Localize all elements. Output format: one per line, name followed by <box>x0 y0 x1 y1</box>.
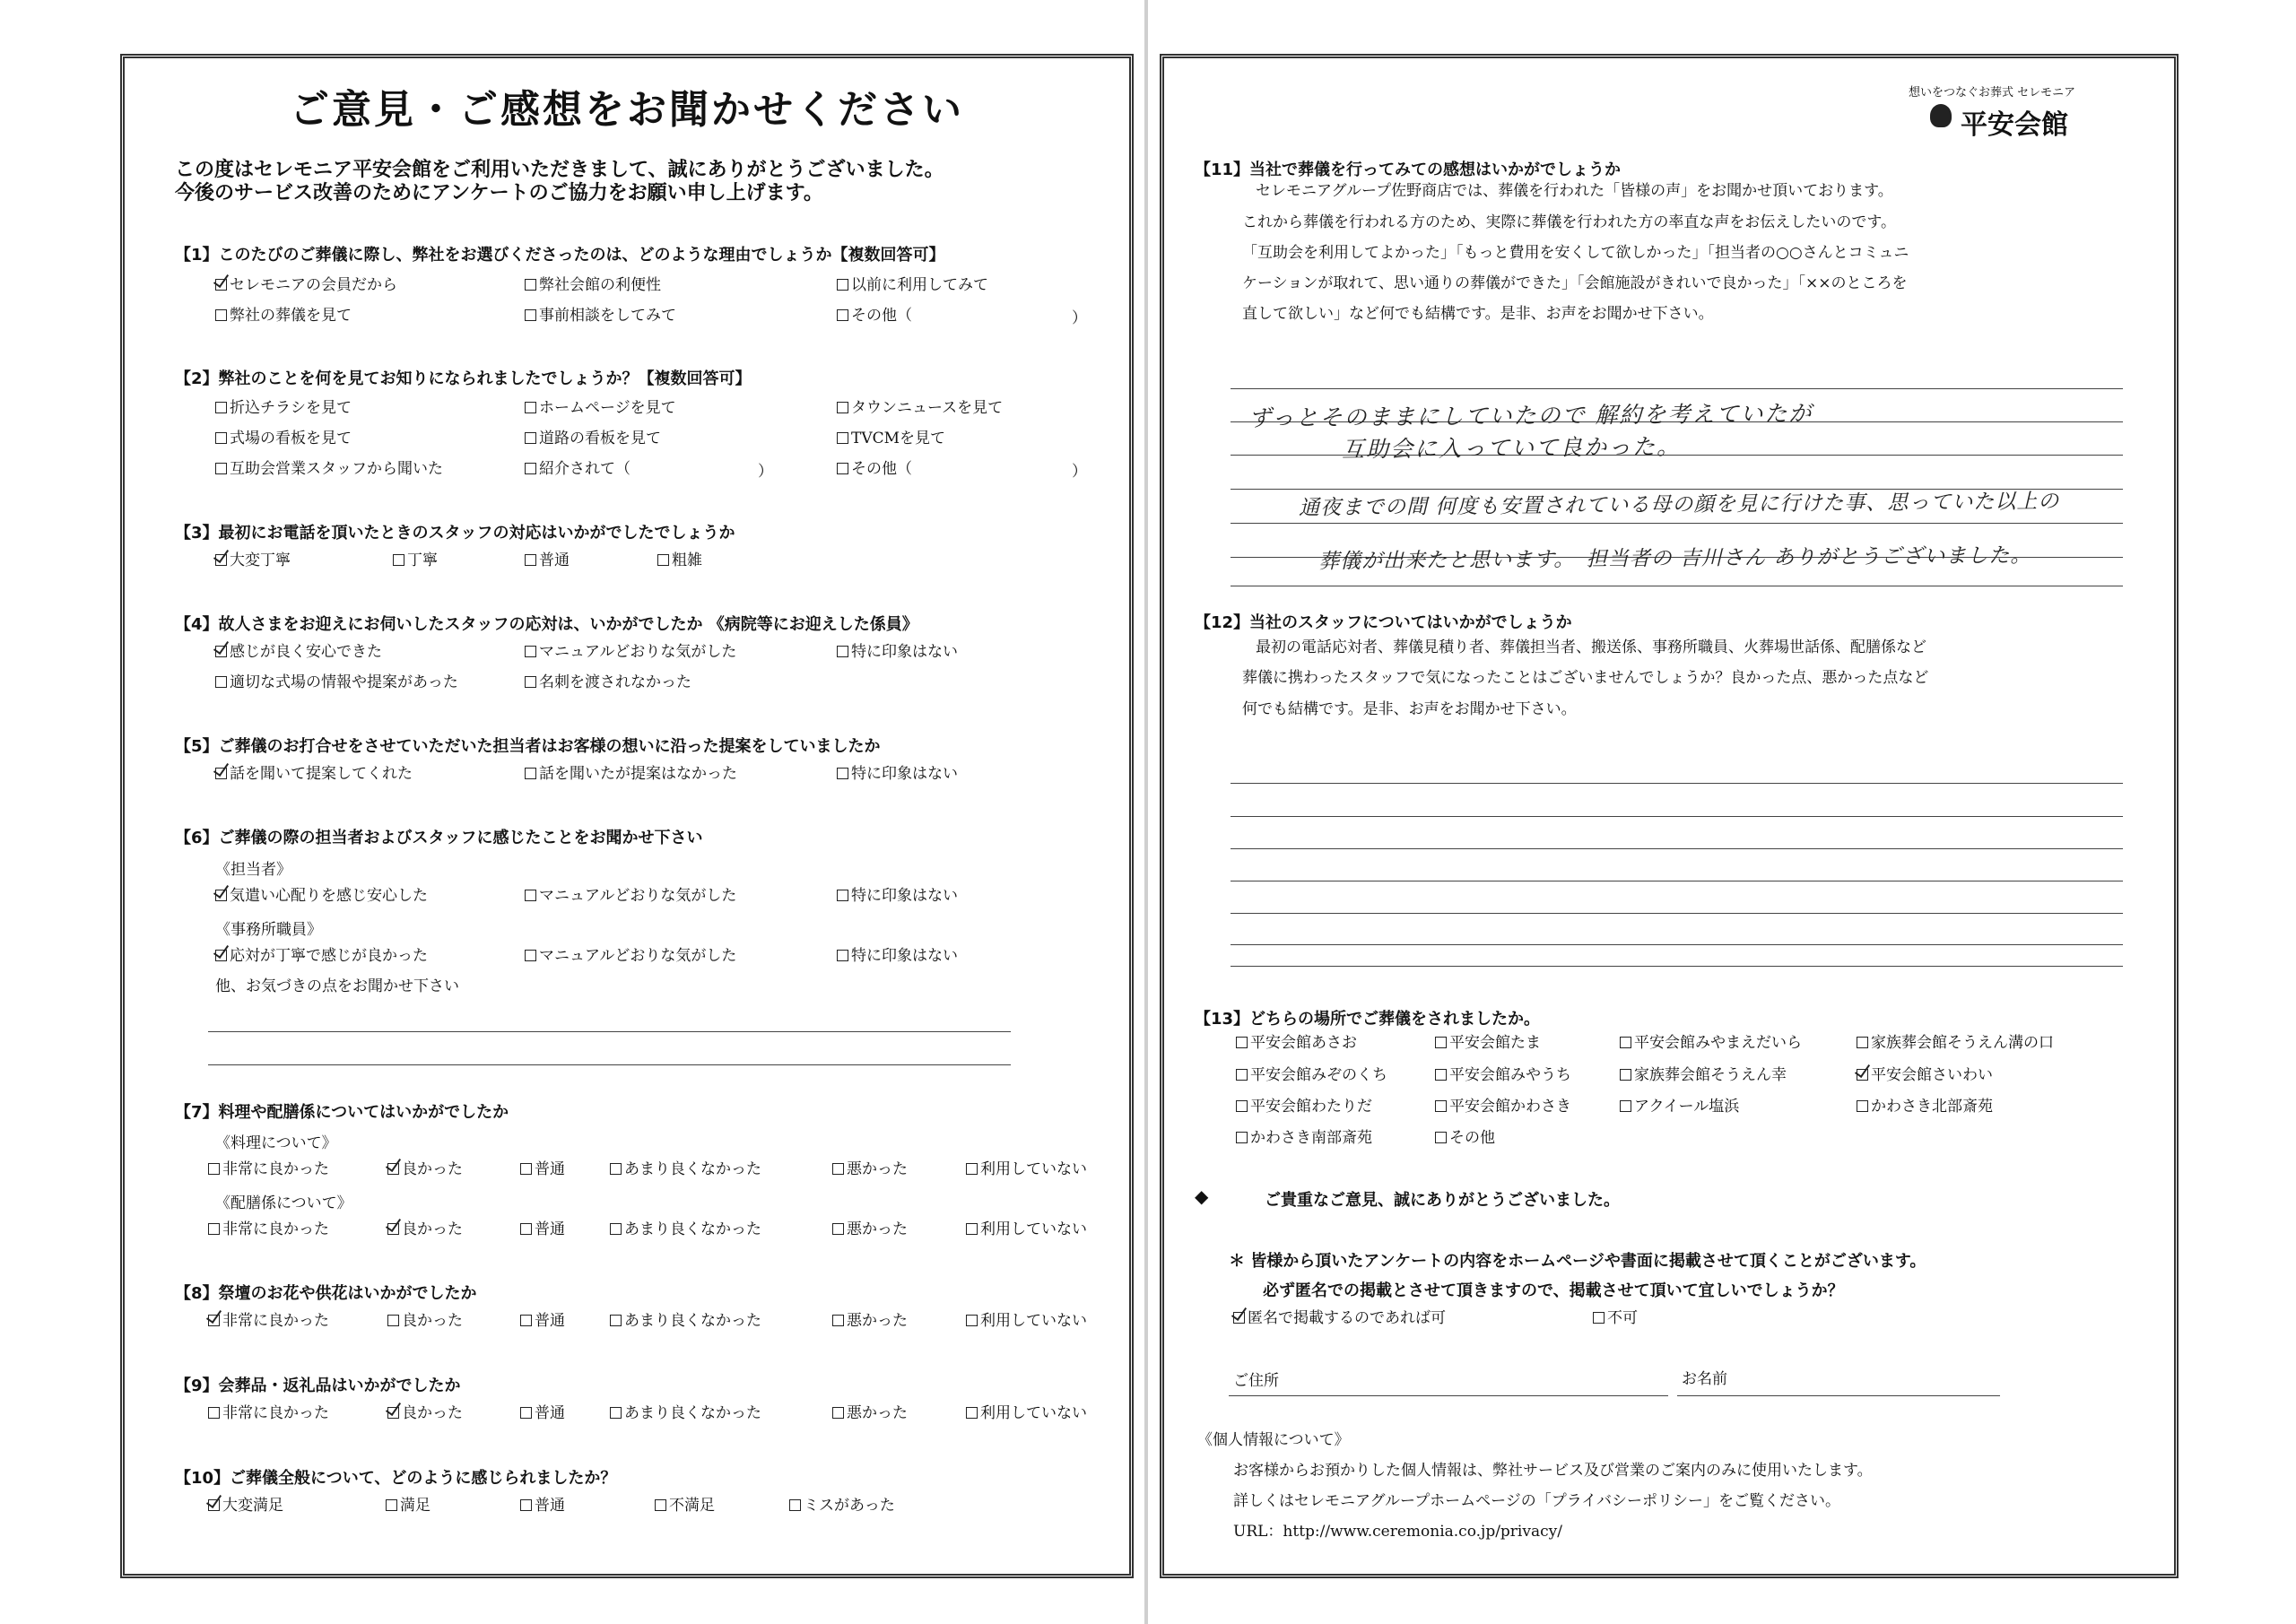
q6-other-prompt: 他、お気づきの点をお聞かせ下さい <box>215 977 459 995</box>
option-label: 粗雑 <box>672 551 702 569</box>
ceremonia-logo-icon <box>1930 104 1952 127</box>
option-label: 家族葬会館そうえん溝の口 <box>1871 1034 2054 1052</box>
q4-option[interactable] <box>525 673 691 691</box>
q2-option[interactable] <box>837 399 1003 417</box>
name-field[interactable] <box>1677 1395 2000 1396</box>
option-label: 特に印象はない <box>851 887 958 905</box>
checkbox[interactable] <box>837 768 848 779</box>
option-label: 匿名で掲載するのであれば可 <box>1248 1309 1446 1327</box>
checkbox[interactable] <box>520 1315 532 1326</box>
checkbox[interactable] <box>520 1407 532 1419</box>
answer-line[interactable] <box>1231 913 2123 914</box>
option-label: 以前に利用してみて <box>851 276 988 294</box>
checkbox[interactable] <box>215 309 227 321</box>
option-label: 特に印象はない <box>851 947 958 965</box>
option-label: 応対が丁寧で感じが良かった <box>230 947 428 965</box>
q9-option[interactable] <box>832 1404 908 1422</box>
checkbox[interactable] <box>1593 1312 1605 1324</box>
option-label: 事前相談をしてみて <box>539 307 676 325</box>
option-label: 悪かった <box>847 1220 908 1238</box>
checkbox[interactable] <box>1620 1069 1631 1081</box>
q13-option[interactable] <box>1857 1066 1993 1084</box>
privacy-heading: 《個人情報について》 <box>1197 1431 1350 1449</box>
option-label: 平安会館みやまえだいら <box>1634 1034 1802 1052</box>
q13-option[interactable] <box>1236 1129 1372 1147</box>
checkbox[interactable] <box>610 1223 622 1235</box>
q13-option[interactable] <box>1435 1098 1571 1116</box>
q12-body-line: 最初の電話応対者、葬儀見積り者、葬儀担当者、搬送係、事務所職員、火葬場世話係、配膳係など <box>1256 638 1926 656</box>
option-label: 弊社会館の利便性 <box>539 276 661 294</box>
q6-option[interactable] <box>525 887 736 905</box>
option-label: 普通 <box>535 1312 565 1330</box>
question-6-label: 【6】ご葬儀の際の担当者およびスタッフに感じたことをお聞かせ下さい <box>175 829 703 847</box>
q6-option[interactable] <box>837 887 958 905</box>
logo-name: 平安会館 <box>1961 109 2068 141</box>
q11-body-line: ケーションが取れて、思い通りの葬儀ができた」「会館施設がきれいで良かった」「××のところを <box>1242 274 1908 292</box>
q2-option[interactable] <box>215 399 352 417</box>
checkbox[interactable] <box>208 1163 220 1175</box>
answer-line[interactable] <box>1231 388 2123 389</box>
checkbox[interactable] <box>525 279 536 291</box>
q6-option[interactable] <box>215 947 428 965</box>
option-label: 良かった <box>402 1160 463 1178</box>
checkbox[interactable] <box>837 432 848 444</box>
answer-line[interactable] <box>1231 848 2123 849</box>
q1-option[interactable] <box>837 276 988 294</box>
survey-title: ご意見・ご感想をお聞かせください <box>290 87 964 133</box>
answer-line[interactable] <box>1231 816 2123 817</box>
q7-option[interactable] <box>832 1220 908 1238</box>
option-label: 気遣い心配りを感じ安心した <box>230 887 428 905</box>
checkbox[interactable] <box>215 950 227 961</box>
q2-option[interactable] <box>837 430 945 447</box>
option-label: 不満足 <box>669 1497 715 1515</box>
checkbox[interactable] <box>1435 1132 1447 1143</box>
question-10-label: 【10】ご葬儀全般について、どのように感じられましたか？ <box>175 1469 617 1488</box>
handwritten-comment: 通夜までの間 何度も安置されている母の顔を見に行けた事、思っていた以上の <box>1298 490 2060 520</box>
q10-option[interactable] <box>386 1497 430 1515</box>
q6-sub-jimusho: 《事務所職員》 <box>215 921 322 939</box>
checkbox[interactable] <box>215 890 227 901</box>
privacy-line-2: 詳しくはセレモニアグループホームページの「プライバシーポリシー」をご覧ください。 <box>1233 1492 1840 1510</box>
option-label: 非常に良かった <box>222 1220 329 1238</box>
option-label: 利用していない <box>980 1404 1087 1422</box>
checkbox[interactable] <box>966 1407 978 1419</box>
option-label: 大変満足 <box>222 1497 283 1515</box>
q11-body-line: これから葬儀を行われる方のため、実際に葬儀を行われた方の率直な声をお伝えしたいのです。 <box>1242 213 1896 231</box>
q13-option[interactable] <box>1857 1034 2054 1052</box>
checkbox[interactable] <box>525 463 536 474</box>
checkbox[interactable] <box>215 646 227 657</box>
q7-option[interactable] <box>387 1160 463 1178</box>
option-label: 平安会館みぞのくち <box>1250 1066 1387 1084</box>
q2-option[interactable] <box>837 460 912 478</box>
q11-body-line: セレモニアグループ佐野商店では、葬儀を行われた「皆様の声」をお聞かせ頂いております。 <box>1256 182 1893 200</box>
option-label: 名刺を渡されなかった <box>539 673 691 691</box>
question-13-label: 【13】どちらの場所でご葬儀をされましたか。 <box>1195 1010 1541 1029</box>
q4-option[interactable] <box>525 643 736 661</box>
checkbox[interactable] <box>1435 1037 1447 1048</box>
option-label: 話を聞いたが提案はなかった <box>539 765 737 783</box>
q8-option[interactable] <box>387 1312 463 1330</box>
question-11-label: 【11】当社で葬儀を行ってみての感想はいかがでしょうか <box>1195 161 1622 179</box>
q12-body-line: 何でも結構です。是非、お声をお聞かせ下さい。 <box>1242 700 1577 718</box>
q10-option[interactable] <box>520 1497 565 1515</box>
checkbox[interactable] <box>387 1407 399 1419</box>
intro-line-1: この度はセレモニア平安会館をご利用いただきまして、誠にありがとうございました。 <box>175 159 944 181</box>
q13-option[interactable] <box>1620 1034 1802 1052</box>
question-4-label: 【4】故人さまをお迎えにお伺いしたスタッフの応対は、いかがでしたか 《病院等にお迎えした係員》 <box>175 615 918 634</box>
q6-option[interactable] <box>525 947 736 965</box>
paren-close: ） <box>1072 309 1087 327</box>
option-label: ミスがあった <box>804 1497 895 1515</box>
option-label: 普通 <box>535 1497 565 1515</box>
option-label: 良かった <box>402 1312 463 1330</box>
option-label: 感じが良く安心できた <box>230 643 382 661</box>
option-label: 平安会館かわさき <box>1449 1098 1571 1116</box>
checkbox[interactable] <box>208 1223 220 1235</box>
q7-option[interactable] <box>208 1220 329 1238</box>
option-label: 平安会館たま <box>1449 1034 1541 1052</box>
q2-option[interactable] <box>525 460 631 478</box>
checkbox[interactable] <box>837 279 848 291</box>
checkbox[interactable] <box>520 1223 532 1235</box>
checkbox[interactable] <box>525 768 536 779</box>
answer-line[interactable] <box>208 1031 1011 1032</box>
option-label: かわさき北部斎苑 <box>1871 1098 1993 1116</box>
option-label: あまり良くなかった <box>624 1160 761 1178</box>
q7-option[interactable] <box>520 1160 565 1178</box>
checkbox[interactable] <box>215 402 227 413</box>
option-label: マニュアルどおりな気がした <box>539 947 737 965</box>
q1-option[interactable] <box>215 276 397 294</box>
option-label: 平安会館みやうち <box>1449 1066 1571 1084</box>
checkbox[interactable] <box>215 676 227 688</box>
q7-option[interactable] <box>520 1220 565 1238</box>
checkbox[interactable] <box>1620 1037 1631 1048</box>
q13-option[interactable] <box>1620 1098 1739 1116</box>
q13-option[interactable] <box>1435 1034 1541 1052</box>
option-label: 互助会営業スタッフから聞いた <box>230 460 443 478</box>
page-fold <box>1144 0 1148 1624</box>
q3-option[interactable] <box>525 551 570 569</box>
checkbox[interactable] <box>610 1315 622 1326</box>
intro-line-2: 今後のサービス改善のためにアンケートのご協力をお願い申し上げます。 <box>175 182 823 204</box>
checkbox[interactable] <box>837 402 848 413</box>
q5-option[interactable] <box>837 765 958 783</box>
q13-option[interactable] <box>1236 1066 1387 1084</box>
q10-option[interactable] <box>789 1497 895 1515</box>
q10-option[interactable] <box>208 1497 283 1515</box>
question-8-label: 【8】祭壇のお花や供花はいかがでしたか <box>175 1284 477 1303</box>
option-label: あまり良くなかった <box>624 1404 761 1422</box>
option-label: マニュアルどおりな気がした <box>539 887 737 905</box>
checkbox[interactable] <box>208 1499 220 1511</box>
q1-option[interactable] <box>525 276 661 294</box>
option-label: 非常に良かった <box>222 1160 329 1178</box>
checkbox[interactable] <box>525 676 536 688</box>
q11-body-line: 「互助会を利用してよかった」「もっと費用を安くして欲しかった」「担当者の○○さんとコミュニ <box>1242 244 1909 262</box>
option-label: 平安会館さいわい <box>1871 1066 1993 1084</box>
option-label: 式場の看板を見て <box>230 430 352 447</box>
option-label: その他（ <box>851 460 912 478</box>
checkbox[interactable] <box>1857 1069 1868 1081</box>
answer-line[interactable] <box>1231 944 2123 945</box>
q9-option[interactable] <box>208 1404 329 1422</box>
checkbox[interactable] <box>393 554 404 566</box>
publish-notice-line-1: ＊ 皆様から頂いたアンケートの内容をホームページや書面に掲載させて頂くことがございます。 <box>1229 1252 1926 1271</box>
name-label: お名前 <box>1682 1370 1727 1388</box>
option-label: 折込チラシを見て <box>230 399 352 417</box>
option-label: その他 <box>1449 1129 1495 1147</box>
q5-option[interactable] <box>525 765 737 783</box>
q1-option[interactable] <box>837 307 912 325</box>
option-label: 悪かった <box>847 1160 908 1178</box>
q7-option[interactable] <box>966 1220 1087 1238</box>
q7-option[interactable] <box>610 1220 761 1238</box>
question-12-label: 【12】当社のスタッフについてはいかがでしょうか <box>1195 613 1572 632</box>
q2-option[interactable] <box>525 399 676 417</box>
option-label: 良かった <box>402 1220 463 1238</box>
checkbox[interactable] <box>966 1163 978 1175</box>
answer-line[interactable] <box>1231 966 2123 967</box>
q2-option[interactable] <box>215 460 443 478</box>
checkbox[interactable] <box>610 1407 622 1419</box>
checkbox[interactable] <box>832 1163 844 1175</box>
q9-option[interactable] <box>610 1404 761 1422</box>
checkbox[interactable] <box>215 463 227 474</box>
option-label: 利用していない <box>980 1312 1087 1330</box>
q4-option[interactable] <box>215 673 458 691</box>
checkbox[interactable] <box>1233 1312 1245 1324</box>
q13-option[interactable] <box>1435 1129 1495 1147</box>
checkbox[interactable] <box>525 646 536 657</box>
option-label: 不可 <box>1607 1309 1638 1327</box>
checkbox[interactable] <box>837 646 848 657</box>
checkbox[interactable] <box>208 1407 220 1419</box>
checkbox[interactable] <box>832 1315 844 1326</box>
q7-sub-ryouri: 《料理について》 <box>215 1134 337 1152</box>
checkbox[interactable] <box>387 1315 399 1326</box>
checkbox[interactable] <box>525 554 536 566</box>
option-label: 普通 <box>535 1220 565 1238</box>
option-label: その他（ <box>851 307 912 325</box>
q5-option[interactable] <box>215 765 413 783</box>
checkbox[interactable] <box>525 402 536 413</box>
q7-sub-haizen: 《配膳係について》 <box>215 1194 352 1212</box>
q11-body-line: 直して欲しい」など何でも結構です。是非、お声をお聞かせ下さい。 <box>1242 305 1714 323</box>
q9-option[interactable] <box>520 1404 565 1422</box>
checkbox[interactable] <box>387 1163 399 1175</box>
q9-option[interactable] <box>966 1404 1087 1422</box>
checkbox[interactable] <box>1857 1037 1868 1048</box>
option-label: 大変丁寧 <box>230 551 291 569</box>
q7-option[interactable] <box>208 1160 329 1178</box>
handwritten-comment: ずっとそのままにしていたので 解約を考えていたが <box>1248 400 1813 431</box>
checkbox[interactable] <box>525 432 536 444</box>
privacy-line-1: お客様からお預かりした個人情報は、弊社サービス及び営業のご案内のみに使用いたします。 <box>1233 1462 1873 1480</box>
option-label: 丁寧 <box>407 551 438 569</box>
checkbox[interactable] <box>832 1223 844 1235</box>
option-label: セレモニアの会員だから <box>230 276 397 294</box>
checkbox[interactable] <box>837 950 848 961</box>
option-label: 平安会館あさお <box>1250 1034 1357 1052</box>
q8-option[interactable] <box>208 1312 329 1330</box>
checkbox[interactable] <box>215 554 227 566</box>
option-label: 非常に良かった <box>222 1404 329 1422</box>
option-label: 道路の看板を見て <box>539 430 661 447</box>
checkbox[interactable] <box>655 1499 666 1511</box>
q13-option[interactable] <box>1435 1066 1571 1084</box>
q8-option[interactable] <box>520 1312 565 1330</box>
option-label: 非常に良かった <box>222 1312 329 1330</box>
checkbox[interactable] <box>837 463 848 474</box>
q2-option[interactable] <box>525 430 661 447</box>
q10-option[interactable] <box>655 1497 715 1515</box>
option-label: 満足 <box>400 1497 430 1515</box>
handwritten-comment: 葬儀が出来たと思います。 担当者の 吉川さん ありがとうございました。 <box>1318 543 2032 574</box>
paren-close: ） <box>758 463 773 481</box>
option-label: 普通 <box>535 1160 565 1178</box>
checkbox[interactable] <box>525 890 536 901</box>
q3-option[interactable] <box>215 551 291 569</box>
question-9-label: 【9】会葬品・返礼品はいかがでしたか <box>175 1376 461 1395</box>
logo-tagline: 想いをつなぐお葬式 セレモニア <box>1909 86 2076 100</box>
checkbox[interactable] <box>966 1223 978 1235</box>
q7-option[interactable] <box>387 1220 463 1238</box>
option-label: ホームページを見て <box>539 399 676 417</box>
q8-option[interactable] <box>966 1312 1087 1330</box>
q4-option[interactable] <box>837 643 958 661</box>
question-5-label: 【5】ご葬儀のお打合せをさせていただいた担当者はお客様の想いに沿った提案をしていましたか <box>175 737 881 756</box>
checkbox[interactable] <box>1236 1037 1248 1048</box>
option-label: 平安会館わたりだ <box>1250 1098 1372 1116</box>
q4-option[interactable] <box>215 643 382 661</box>
checkbox[interactable] <box>789 1499 801 1511</box>
checkbox[interactable] <box>208 1315 220 1326</box>
publish-option[interactable] <box>1593 1309 1638 1327</box>
option-label: 特に印象はない <box>851 765 958 783</box>
publish-notice-line-2: 必ず匿名での掲載とさせて頂きますので、掲載させて頂いて宜しいでしょうか？ <box>1263 1281 1844 1300</box>
q3-option[interactable] <box>657 551 702 569</box>
option-label: 紹介されて（ <box>539 460 631 478</box>
option-label: かわさき南部斎苑 <box>1250 1129 1372 1147</box>
diamond-bullet-icon: ◆ <box>1195 1185 1209 1207</box>
privacy-url-link[interactable]: URL：http://www.ceremonia.co.jp/privacy/ <box>1233 1523 1562 1541</box>
q2-option[interactable] <box>215 430 352 447</box>
checkbox[interactable] <box>215 768 227 779</box>
q3-option[interactable] <box>393 551 438 569</box>
checkbox[interactable] <box>520 1499 532 1511</box>
option-label: あまり良くなかった <box>624 1312 761 1330</box>
checkbox[interactable] <box>525 309 536 321</box>
publish-option[interactable] <box>1233 1309 1446 1327</box>
q7-option[interactable] <box>832 1160 908 1178</box>
checkbox[interactable] <box>832 1407 844 1419</box>
checkbox[interactable] <box>520 1163 532 1175</box>
q6-option[interactable] <box>215 887 428 905</box>
q7-option[interactable] <box>610 1160 761 1178</box>
q6-option[interactable] <box>837 947 958 965</box>
checkbox[interactable] <box>1236 1100 1248 1112</box>
option-label: タウンニュースを見て <box>851 399 1004 417</box>
option-label: 弊社の葬儀を見て <box>230 307 352 325</box>
option-label: 利用していない <box>980 1220 1087 1238</box>
option-label: 特に印象はない <box>851 643 958 661</box>
q13-option[interactable] <box>1236 1034 1357 1052</box>
option-label: 悪かった <box>847 1312 908 1330</box>
checkbox[interactable] <box>610 1163 622 1175</box>
option-label: アクイール塩浜 <box>1634 1098 1740 1116</box>
option-label: 悪かった <box>847 1404 908 1422</box>
q13-option[interactable] <box>1857 1098 1993 1116</box>
question-2-label: 【2】弊社のことを何を見てお知りになられましたでしょうか？【複数回答可】 <box>175 369 752 388</box>
address-label: ご住所 <box>1233 1372 1279 1390</box>
thanks-message: ご貴重なご意見、誠にありがとうございました。 <box>1265 1191 1620 1210</box>
question-7-label: 【7】料理や配膳係についてはいかがでしたか <box>175 1103 509 1122</box>
checkbox[interactable] <box>837 890 848 901</box>
checkbox[interactable] <box>387 1223 399 1235</box>
option-label: 利用していない <box>980 1160 1087 1178</box>
checkbox[interactable] <box>966 1315 978 1326</box>
option-label: 普通 <box>539 551 570 569</box>
question-3-label: 【3】最初にお電話を頂いたときのスタッフの対応はいかがでしたでしょうか <box>175 524 735 543</box>
option-label: 普通 <box>535 1404 565 1422</box>
q13-option[interactable] <box>1620 1066 1787 1084</box>
option-label: 話を聞いて提案してくれた <box>230 765 413 783</box>
option-label: TVCMを見て <box>851 430 946 447</box>
checkbox[interactable] <box>1435 1069 1447 1081</box>
q8-option[interactable] <box>832 1312 908 1330</box>
checkbox[interactable] <box>837 309 848 321</box>
checkbox[interactable] <box>1435 1100 1447 1112</box>
q1-option[interactable] <box>525 307 676 325</box>
q1-option[interactable] <box>215 307 352 325</box>
q8-option[interactable] <box>610 1312 761 1330</box>
option-label: あまり良くなかった <box>624 1220 761 1238</box>
question-1-label: 【1】このたびのご葬儀に際し、弊社をお選びくださったのは、どのような理由でしょうか【複数回答可】 <box>175 246 945 265</box>
checkbox[interactable] <box>657 554 669 566</box>
answer-line[interactable] <box>1231 783 2123 784</box>
option-label: 良かった <box>402 1404 463 1422</box>
answer-line[interactable] <box>1231 523 2123 524</box>
checkbox[interactable] <box>525 950 536 961</box>
address-field[interactable] <box>1229 1395 1668 1396</box>
answer-line[interactable] <box>208 1064 1011 1065</box>
checkbox[interactable] <box>1236 1132 1248 1143</box>
checkbox[interactable] <box>1236 1069 1248 1081</box>
checkbox[interactable] <box>386 1499 397 1511</box>
checkbox[interactable] <box>215 432 227 444</box>
paren-close: ） <box>1072 463 1087 481</box>
q13-option[interactable] <box>1236 1098 1372 1116</box>
q9-option[interactable] <box>387 1404 463 1422</box>
option-label: 家族葬会館そうえん幸 <box>1634 1066 1787 1084</box>
option-label: 適切な式場の情報や提案があった <box>230 673 458 691</box>
checkbox[interactable] <box>215 279 227 291</box>
q7-option[interactable] <box>966 1160 1087 1178</box>
checkbox[interactable] <box>1857 1100 1868 1112</box>
checkbox[interactable] <box>1620 1100 1631 1112</box>
q12-body-line: 葬儀に携わったスタッフで気になったことはございませんでしょうか？良かった点、悪かった点など <box>1242 669 1929 687</box>
q6-sub-tantousha: 《担当者》 <box>215 861 291 879</box>
handwritten-comment: 互助会に入っていて良かった。 <box>1341 433 1682 463</box>
option-label: マニュアルどおりな気がした <box>539 643 737 661</box>
